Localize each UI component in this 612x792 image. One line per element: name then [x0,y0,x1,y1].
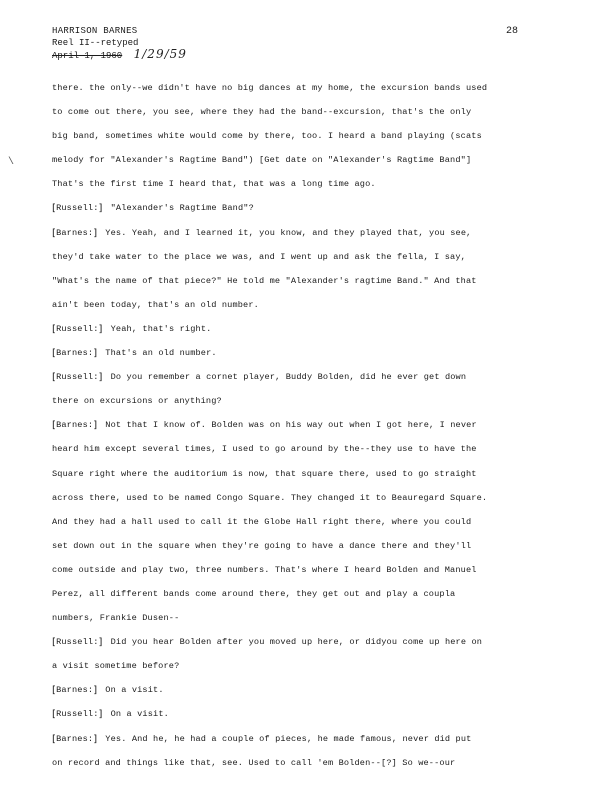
line-text: set down out in the square when they're going to have a dance there and they'll [52,540,472,551]
speaker-name: Barnes: [56,685,94,696]
transcript-line [52,420,552,430]
line-text: numbers, Frankie Dusen-- [52,613,180,624]
line-text: they'd take water to the place we was, and I went up and ask the fella, I say, [52,251,466,262]
transcript-line [52,300,552,310]
transcript-line [52,685,552,695]
speaker-name: Russell: [56,323,99,334]
transcript-line [52,203,552,213]
transcript-line [52,252,552,262]
transcript-line [52,276,552,286]
transcript-line [52,228,552,238]
line-text: across there, used to be named Congo Square. They changed it to Beauregard Square. [52,492,488,503]
line-text: on record and things like that, see. Used to call 'em Bolden--[?] So we--our [52,757,456,768]
transcript-line [52,131,552,141]
speaker-name: Russell: [56,637,99,648]
line-text: to come out there, you see, where they had the band--excursion, that's the only [52,107,472,118]
line-text: "Alexander's Ragtime Band"? [110,203,254,214]
line-text: Yeah, that's right. [110,323,212,334]
speaker-name: Barnes: [56,227,94,238]
speaker-tag: [Russell:] [52,372,103,383]
transcript-line [52,565,552,575]
speaker-name: Russell: [56,709,99,720]
speaker-tag: [Russell:] [52,323,103,334]
speaker-name: Barnes: [56,420,94,431]
speaker-name: Russell: [56,203,99,214]
line-text: ain't been today, that's an old number. [52,299,259,310]
reel-label: Reel II--retyped [52,38,139,48]
line-text: Square right where the auditorium is now, that square there, used to go straight [52,468,477,479]
speaker-tag: [Russell:] [52,203,103,214]
line-text: On a visit. [105,685,164,696]
struck-date: April 1, 1960 [52,51,123,61]
transcript-line [52,372,552,382]
line-text: there on excursions or anything? [52,396,222,407]
line-text: come outside and play two, three numbers. That's where I heard Bolden and Manuel [52,564,477,575]
line-text: Yes. And he, he had a couple of pieces, he made famous, never did put [105,733,472,744]
transcript-line [52,83,552,93]
speaker-tag: [Barnes:] [52,733,98,744]
line-text: "What's the name of that piece?" He told me "Alexander's ragtime Band." And that [52,275,477,286]
transcript-line [52,444,552,454]
line-text: melody for "Alexander's Ragtime Band") [Get date on "Alexander's Ragtime Band"] [52,155,472,166]
line-text: On a visit. [110,709,169,720]
transcript-line [52,469,552,479]
line-text: Yes. Yeah, and I learned it, you know, and they played that, you see, [105,227,472,238]
transcript-line [52,493,552,503]
speaker-tag: [Russell:] [52,637,103,648]
transcript-body [52,83,552,782]
speaker-tag: [Barnes:] [52,420,98,431]
transcript-line [52,589,552,599]
speaker-name: Barnes: [56,348,94,359]
transcript-line [52,661,552,671]
line-text: Not that I know of. Bolden was on his way out when I got here, I never [105,420,477,431]
speaker-tag: [Barnes:] [52,348,98,359]
transcript-line [52,613,552,623]
transcript-line [52,396,552,406]
speaker-tag: [Russell:] [52,709,103,720]
transcript-line [52,709,552,719]
margin-tick-mark: \ [8,157,15,168]
line-text: And they had a hall used to call it the Globe Hall right there, where you could [52,516,472,527]
interview-date [52,49,187,61]
transcript-line [52,541,552,551]
speaker-name: Barnes: [56,733,94,744]
line-text: there. the only--we didn't have no big dances at my home, the excursion bands used [52,83,488,93]
transcript-line [52,348,552,358]
transcript-line [52,155,552,165]
line-text: That's the first time I heard that, that was a long time ago. [52,179,376,190]
line-text: Perez, all different bands come around there, they get out and play a coupla [52,588,456,599]
line-text: big band, sometimes white would come by there, too. I heard a band playing (scats [52,131,482,142]
transcript-line [52,734,552,744]
line-text: a visit sometime before? [52,661,180,672]
speaker-tag: [Barnes:] [52,227,98,238]
speaker-tag: [Barnes:] [52,685,98,696]
interviewee-name: HARRISON BARNES [52,26,138,36]
handwritten-date: 1/29/59 [133,47,187,61]
line-text: That's an old number. [105,348,217,359]
transcript-line [52,324,552,334]
transcript-line [52,107,552,117]
transcript-line [52,517,552,527]
line-text: Do you remember a cornet player, Buddy Bolden, did he ever get down [110,372,467,383]
line-text: Did you hear Bolden after you moved up here, or didyou come up here on [110,637,483,648]
speaker-name: Russell: [56,372,99,383]
page-number: 28 [506,26,519,37]
transcript-line [52,758,552,768]
line-text: heard him except several times, I used to go around by the--they use to have the [52,444,477,455]
transcript-line [52,179,552,189]
transcript-line [52,637,552,647]
